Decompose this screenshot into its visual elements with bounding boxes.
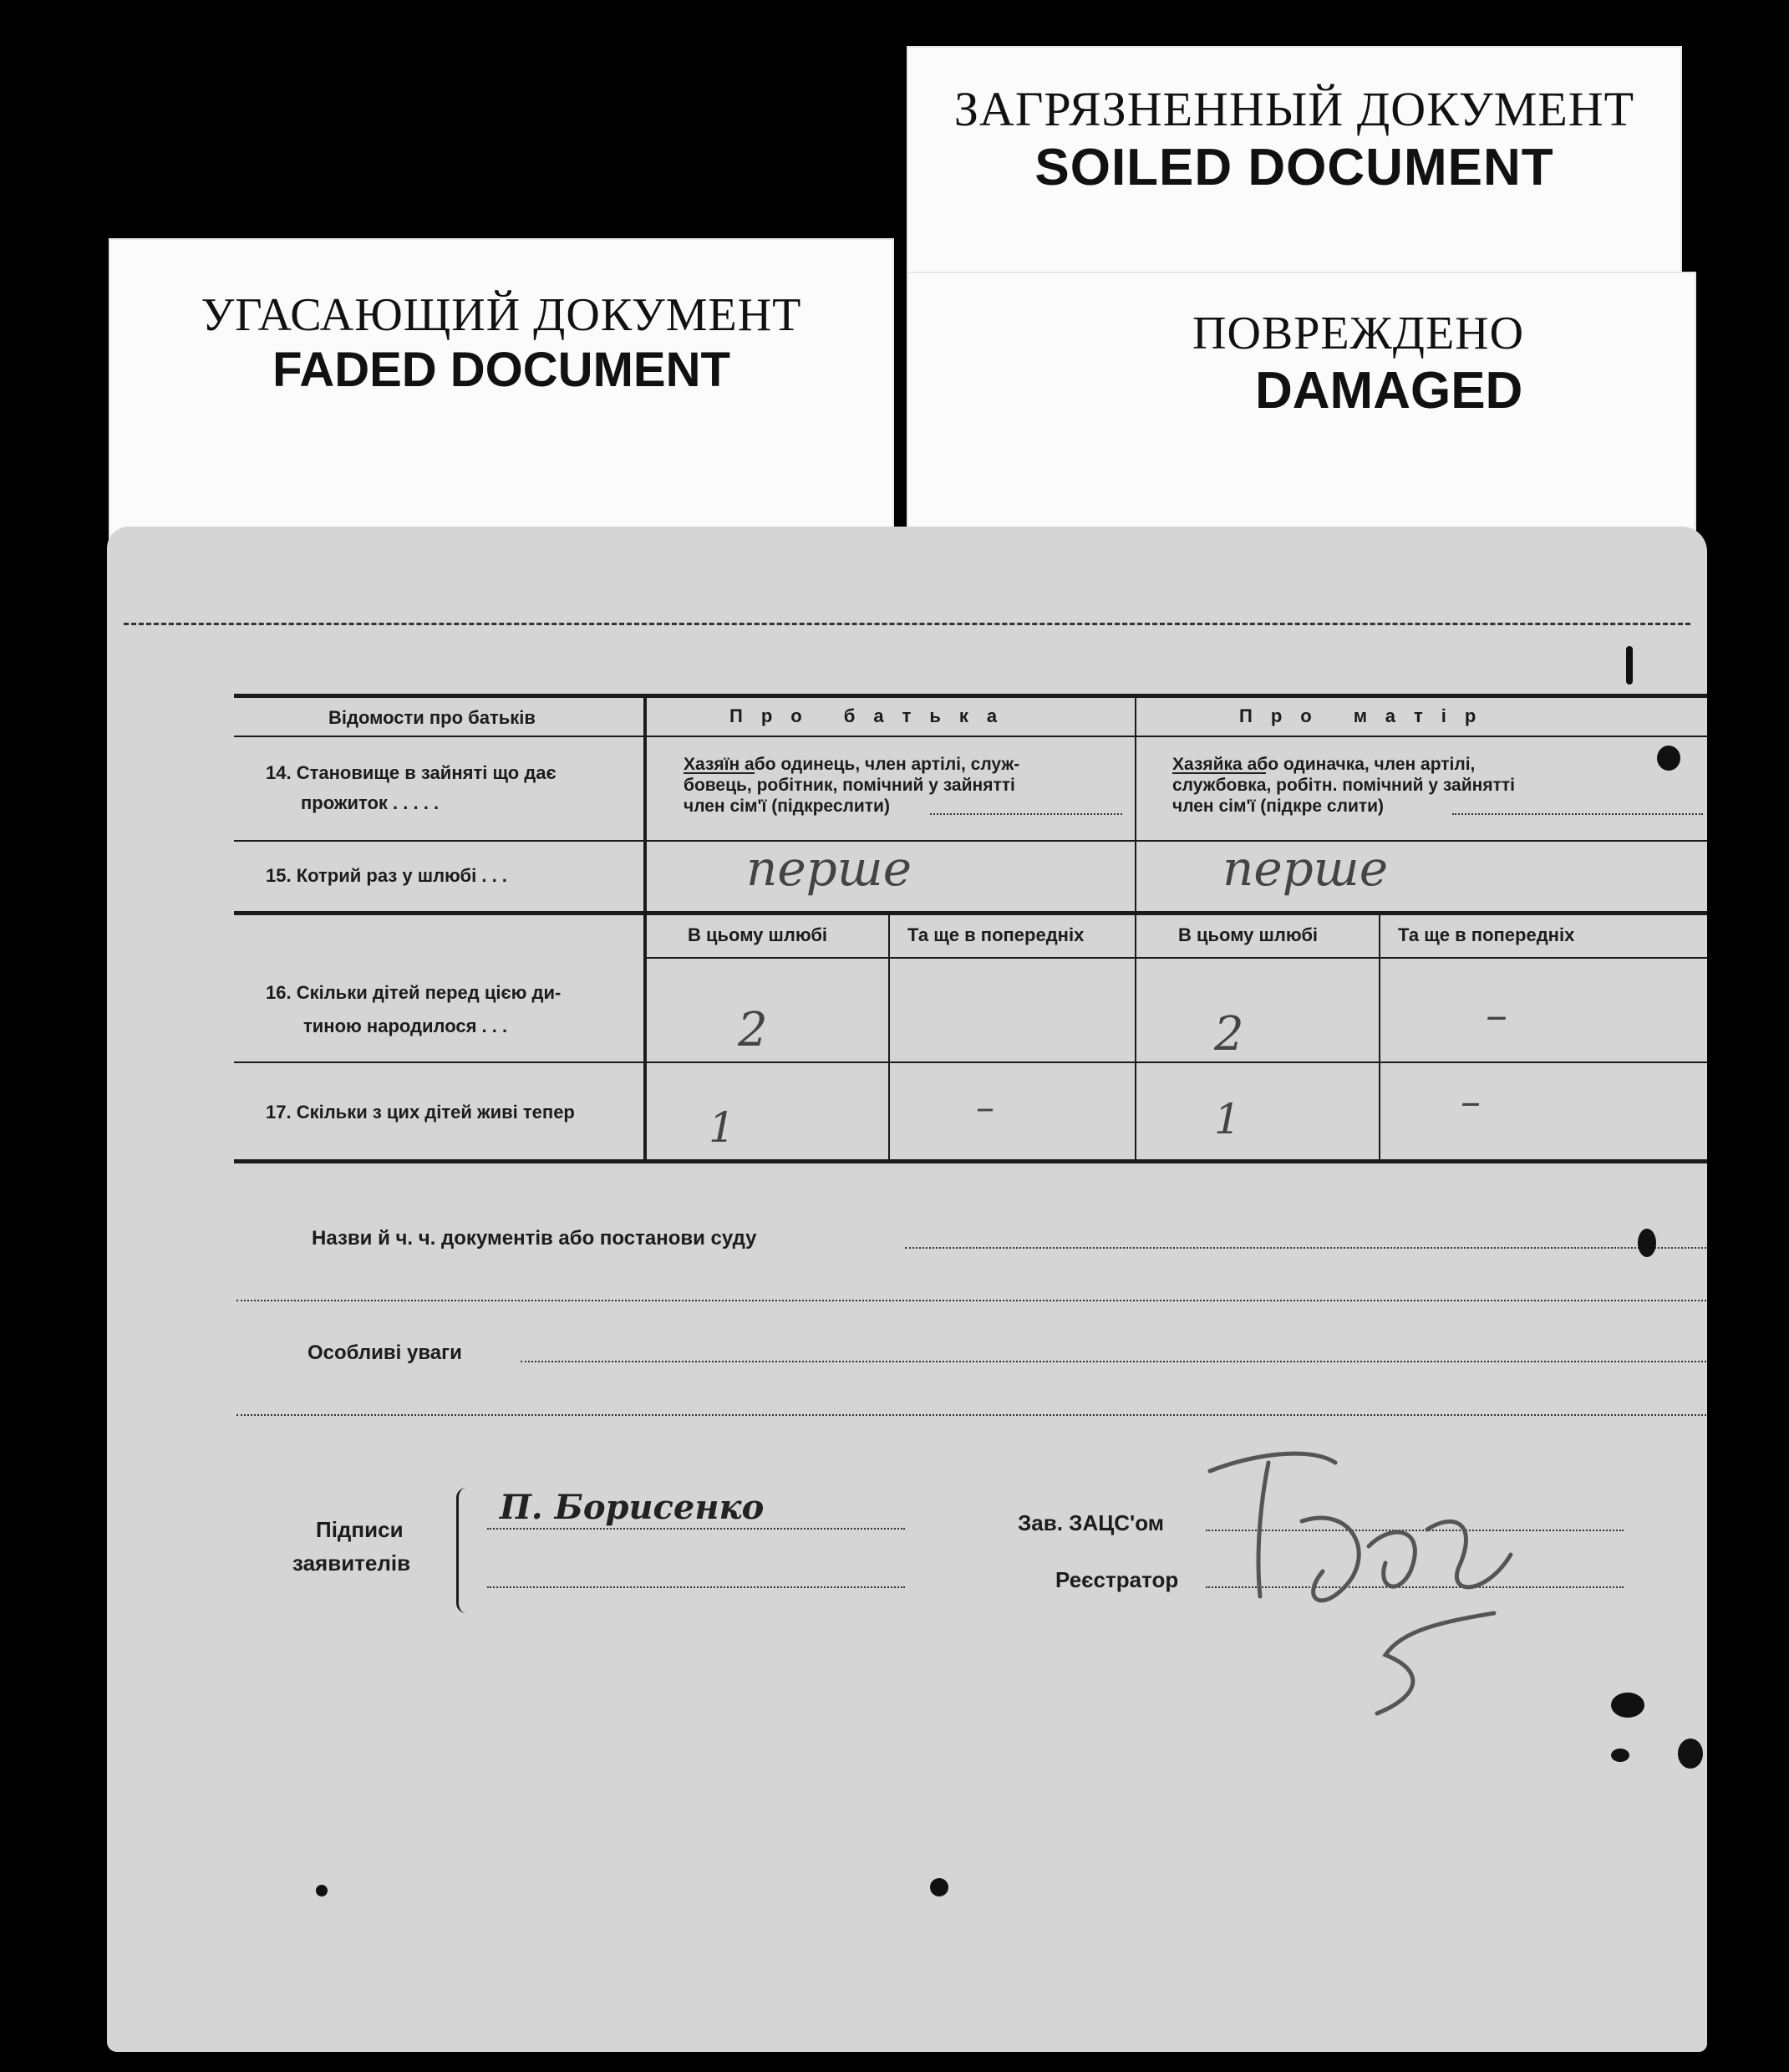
registration-form-sheet <box>107 527 1707 2052</box>
row15-rule <box>234 911 1707 915</box>
row14-mother-line1: Хазяйка або одиначка, член артілі, <box>1172 755 1476 774</box>
row14-label-line2: прожиток . . . . . <box>301 792 440 813</box>
row15-mother-value: перше <box>1222 840 1389 897</box>
col-divider-1 <box>643 698 647 1162</box>
row14-father-fill <box>930 813 1122 815</box>
applicant-signature: П. Борисенко <box>500 1488 765 1527</box>
head-zags-label: Зав. ЗАЦС'ом <box>1018 1510 1164 1535</box>
row16-label-line2: тиною народилося . . . <box>303 1016 508 1036</box>
row16-father-this: 2 <box>738 1003 768 1057</box>
signatures-label-line2: заявителів <box>292 1550 411 1576</box>
header-parents-info: Відомости про батьків <box>328 707 536 728</box>
row17-father-prev: – <box>976 1087 994 1129</box>
signature-fill-2 <box>487 1586 905 1588</box>
row14-rule <box>234 840 1707 842</box>
row16-mother-this: 2 <box>1214 1007 1244 1061</box>
row17-mother-prev: – <box>1461 1078 1481 1125</box>
soiled-document-label <box>907 46 1682 293</box>
head-signature-scribble <box>1177 1429 1594 1730</box>
sub-mother-this-marriage: В цьому шлюбі <box>1178 924 1319 945</box>
hole-mark <box>1611 1749 1629 1762</box>
soiled-label-en: SOILED DOCUMENT <box>1034 139 1554 196</box>
row16-rule <box>234 1061 1707 1063</box>
header-rule <box>234 736 1707 737</box>
damaged-label-en: DAMAGED <box>1255 362 1523 420</box>
col-divider-3 <box>888 914 890 1160</box>
tear-mark <box>1626 646 1633 685</box>
row15-father-value: перше <box>746 840 912 897</box>
col-divider-4 <box>1379 914 1380 1160</box>
registrar-label: Реєстратор <box>1055 1567 1179 1592</box>
table-top-rule <box>234 694 1707 698</box>
hole-mark <box>1657 746 1680 771</box>
sub-mother-previous: Та ще в попередніх <box>1398 924 1575 945</box>
documents-fill-1 <box>905 1247 1707 1249</box>
father-underline-mark <box>684 772 755 774</box>
damaged-document-label <box>907 272 1696 547</box>
hole-mark <box>1638 1229 1656 1257</box>
row14-mother-line2: службовка, робітн. помічний у зайнятті <box>1172 776 1515 795</box>
sub-father-this-marriage: В цьому шлюбі <box>688 924 828 945</box>
remarks-fill-2 <box>236 1414 1707 1416</box>
row17-mother-this: 1 <box>1214 1095 1241 1143</box>
row17-label: 17. Скільки з цих дітей живі тепер <box>266 1102 575 1123</box>
row14-father-line3: член сім'ї (підкреслити) <box>684 797 890 816</box>
hole-mark <box>316 1885 328 1896</box>
table-bottom-rule <box>234 1159 1707 1163</box>
signature-fill-1 <box>487 1528 905 1530</box>
documents-fill-2 <box>236 1300 1707 1301</box>
row14-mother-fill <box>1452 813 1703 815</box>
remarks-label: Особливі уваги <box>307 1341 462 1364</box>
hole-mark <box>1678 1739 1703 1769</box>
row14-label-line1: 14. Становище в зайняті що дає <box>266 762 557 783</box>
row17-father-this: 1 <box>709 1103 735 1152</box>
row16-label-line1: 16. Скільки дітей перед цією ди- <box>266 982 562 1003</box>
hole-mark <box>1611 1693 1644 1718</box>
header-about-mother: Про матір <box>1239 705 1495 726</box>
subheader-rule <box>646 957 1707 959</box>
signatures-brace <box>456 1488 470 1613</box>
row14-father-line2: бовець, робітник, помічний у зайнятті <box>684 776 1015 795</box>
perforation-line <box>124 623 1690 625</box>
faded-label-ru: УГАСАЮЩИЙ ДОКУМЕНТ <box>201 289 802 341</box>
row14-mother-line3: член сім'ї (підкре слити) <box>1172 797 1385 816</box>
faded-label-en: FADED DOCUMENT <box>272 343 730 397</box>
soiled-label-ru: ЗАГРЯЗНЕННЫЙ ДОКУМЕНТ <box>953 82 1635 136</box>
hole-mark <box>930 1878 948 1896</box>
col-divider-2 <box>1135 698 1136 1162</box>
mother-underline-mark <box>1172 772 1266 774</box>
sub-father-previous: Та ще в попередніх <box>907 924 1085 945</box>
faded-document-label <box>109 238 894 547</box>
remarks-fill-1 <box>521 1361 1707 1362</box>
row16-mother-prev: – <box>1486 990 1507 1041</box>
row15-label: 15. Котрий раз у шлюбі . . . <box>266 865 507 886</box>
signatures-label-line1: Підписи <box>316 1517 404 1542</box>
documents-label: Назви й ч. ч. документів або постанови суду <box>312 1227 757 1250</box>
header-about-father: Про батька <box>729 705 1016 726</box>
row14-father-line1: Хазяїн або одинець, член артілі, служ- <box>684 755 1020 774</box>
damaged-label-ru: ПОВРЕЖДЕНО <box>1192 308 1525 359</box>
